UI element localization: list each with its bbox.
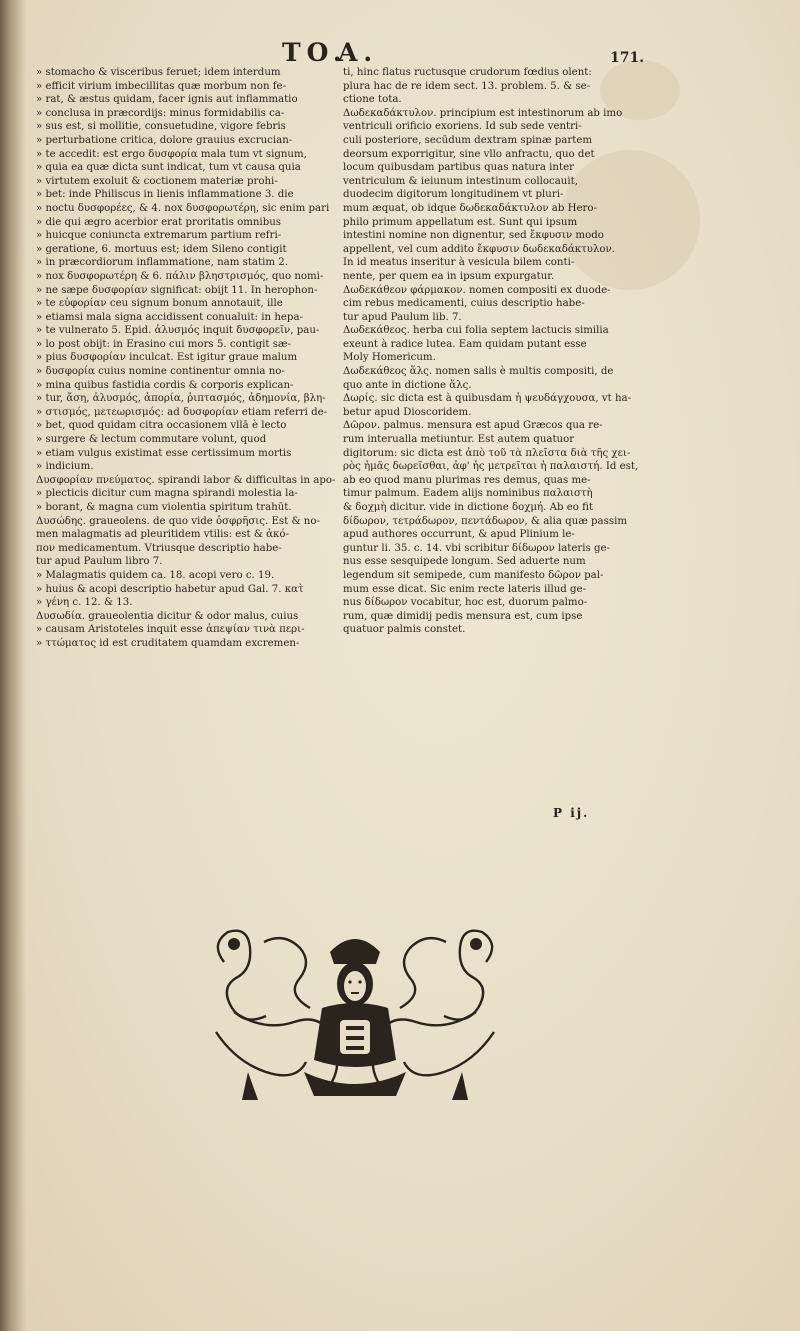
text-line: » bet, quod quidam citra occasionem vllā è lecto (36, 420, 287, 432)
signature-mark: P ij. (553, 806, 590, 820)
text-line: culi posteriore, secūdum dextram spinæ partem (343, 134, 593, 146)
text-line: rum, quæ dimidij pedis mensura est, cum ipse (343, 610, 583, 622)
text-line: » Malagmatis quidem ca. 18. acopi vero c. 19. (36, 569, 275, 581)
text-line: » δυσφορία cuius nomine continentur omnia no- (36, 366, 285, 378)
text-line: » causam Aristoteles inquit esse ἀπεψίαν τινὰ περι- (36, 624, 305, 636)
text-line: δίδωρον, τετράδωρον, πεντάδωρον, & alia quæ passim (343, 515, 628, 527)
text-line: Δυσώδης. graueolens. de quo vide ὀσφρῆσις. Est & no- (36, 515, 320, 527)
text-line: » virtutem exoluit & coctionem materiæ prohi- (36, 175, 278, 187)
text-line: » perturbatione critica, dolore grauius excrucian- (36, 134, 293, 146)
text-line: » stomacho & visceribus feruet; idem interdum (36, 67, 281, 78)
left-column (36, 66, 336, 651)
text-line: tur apud Paulum libro 7. (36, 556, 163, 568)
text-line: Δωρίς. sic dicta est à quibusdam ἡ ψευδάγχουσα, vt ha- (343, 393, 632, 405)
text-line: nente, per quem ea in ipsum expurgatur. (343, 270, 555, 282)
text-line: cim rebus medicamenti, cuius descriptio habe- (343, 298, 585, 310)
text-line: Δωδεκαδάκτυλον. principium est intestinorum ab imo (343, 107, 623, 119)
right-column (343, 66, 661, 637)
text-line: men malagmatis ad pleuritidem vtilis: est & ἀκό- (36, 529, 290, 541)
text-line: » te vulnerato 5. Epid. ἀλυσμός inquit δυσφορεῖν, pau- (36, 325, 320, 337)
text-line: Δυσωδία. graueolentia dicitur & odor malus, cuius (36, 610, 299, 622)
text-line: » die qui ægro acerbior erat proritatis omnibus (36, 216, 282, 228)
text-line: nus esse sesquipede longum. Sed aduerte num (343, 556, 586, 568)
binding-gutter (0, 0, 26, 1331)
text-line: Δωδεκάθεος ἅλς. nomen salis è multis compositi, de (343, 366, 614, 378)
text-line: ρὸς ἡμᾶς δωρεῖσθαι, ἀφ' ἧς μετρεῖται ἡ παλαιστή. Id est, (343, 461, 639, 473)
text-line: » στισμός, μετεωρισμός: ad δυσφορίαν etiam referri de- (36, 406, 328, 418)
text-line: locum quibusdam partibus quas natura inter (343, 162, 574, 174)
text-line: » te accedit: est ergo δυσφορία mala tum vt signum, (36, 148, 307, 160)
text-line: mum esse dicat. Sic enim recte lateris illud ge- (343, 583, 587, 595)
text-line: » te εὐφορίαν ceu signum bonum annotauit, ille (36, 298, 283, 310)
text-line: » etiam vulgus existimat esse certissimum mortis (36, 447, 292, 459)
text-line: » huius & acopi descriptio habetur apud Gal. 7. κατ̀ (36, 583, 304, 595)
text-line: » surgere & lectum commutare volunt, quod (36, 434, 267, 446)
text-line: & δοχμὴ dicitur. vide in dictione δοχμή. Ab eo fit (343, 502, 594, 513)
text-line: ti, hinc flatus ructusque crudorum fœdius olent: (343, 67, 592, 78)
text-line: guntur li. 35. c. 14. vbi scribitur δίδωρον lateris ge- (343, 542, 611, 554)
text-line: » lo post obijt: in Erasino cui mors 5. contigit sæ- (36, 338, 291, 350)
text-line: rum interualla metiuntur. Est autem quatuor (343, 434, 575, 446)
text-line: Δῶρον. palmus. mensura est apud Græcos qua re- (343, 420, 603, 432)
text-line: deorsum exporrigitur, sine vllo anfractu, quo det (343, 148, 595, 160)
text-line: duodecim digitorum longitudinem vt pluri- (343, 189, 564, 201)
text-line: Moly Homericum. (343, 352, 436, 364)
text-line: » borant, & magna cum violentia spiritum trahūt. (36, 502, 292, 513)
text-line: » ττώματος id est cruditatem quamdam excremen- (36, 637, 300, 649)
text-line: ventriculum & ieiunum intestinum collocauit, (343, 175, 578, 187)
folio-number: 171. (610, 50, 645, 66)
text-line: tur apud Paulum lib. 7. (343, 311, 462, 323)
text-line: » bet: inde Philiscus in lienis inflammatione 3. die (36, 189, 294, 201)
text-line: betur apud Dioscoridem. (343, 406, 472, 418)
text-line: » sus est, si mollitie, consuetudine, vigore febris (36, 121, 286, 133)
text-line: » mina quibus fastidia cordis & corporis explican- (36, 379, 294, 391)
woodcut-ornament (204, 922, 506, 1102)
text-line: πον medicamentum. Vtriusque descriptio habe- (36, 542, 282, 554)
text-line: » indicium. (36, 461, 94, 473)
text-line: exeunt à radice lutea. Eam quidam putant esse (343, 338, 587, 350)
text-line: apud authores occurrunt, & apud Plinium le- (343, 529, 575, 541)
text-line: » efficit virium imbecillitas quæ morbum non fe- (36, 80, 287, 92)
text-line: » tur, ἄση, ἀλυσμός, ἀπορία, ῥιπτασμός, ἀδημονία, βλη- (36, 393, 326, 405)
text-line: In id meatus inseritur à vesicula bilem conti- (343, 257, 575, 269)
text-line: Δωδεκάθεος. herba cui folia septem lactucis similia (343, 325, 609, 337)
text-line: digitorum: sic dicta est ἀπὸ τοῦ τὰ πλεῖστα διὰ τῆς χει- (343, 447, 631, 459)
text-line: » in præcordiorum inflammatione, nam statim 2. (36, 257, 288, 269)
text-line: » etiamsi mala signa accidissent conualuit: in hepa- (36, 311, 303, 323)
text-line: intestini nomine non dignentur, sed ἔκφυσιν modo (343, 230, 604, 242)
text-line: quo ante in dictione ἅλς. (343, 379, 472, 391)
text-line: » quia ea quæ dicta sunt indicat, tum vt causa quia (36, 162, 301, 174)
text-line: Δυσφορίαν πνεύματος. spirandi labor & difficultas in apo- (36, 474, 336, 486)
text-line: » plecticis dicitur cum magna spirandi molestia la- (36, 488, 298, 500)
running-header-right: A. (338, 38, 379, 67)
text-line: » conclusa in præcordijs: minus formidabilis ca- (36, 107, 285, 119)
text-line: » ne sæpe δυσφορίαν significat: obijt 11. In herophon- (36, 284, 318, 296)
text-line: philo primum appellatum est. Sunt qui ipsum (343, 216, 578, 228)
text-line: Δωδεκάθεον φάρμακον. nomen compositi ex duode- (343, 284, 611, 296)
text-line: » nox δυσφορωτέρη & 6. πάλιν βληστρισμός, quo nomi- (36, 270, 324, 282)
text-line: quatuor palmis constet. (343, 624, 466, 636)
text-line: ctione tota. (343, 94, 402, 106)
text-line: ab eo quod manu plurimas res demus, quas me- (343, 474, 591, 486)
text-line: ventriculi orificio exoriens. Id sub sede ventri- (343, 121, 582, 133)
text-line: mum æquat, ob idque δωδεκαδάκτυλον ab Hero- (343, 202, 597, 214)
running-header-left: TO. (282, 38, 348, 67)
text-line: plura hac de re idem sect. 13. problem. 5. & se- (343, 80, 591, 92)
text-line: » huicque coniuncta extremarum partium refri- (36, 230, 282, 242)
text-line: appellent, vel cum addito ἔκφυσιν δωδεκαδάκτυλον. (343, 243, 615, 255)
text-line: nus δίδωρον vocabitur, hoc est, duorum palmo- (343, 597, 588, 609)
text-line: legendum sit semipede, cum manifesto δῶρον pal- (343, 569, 604, 581)
text-line: » rat, & æstus quidam, facer ignis aut inflammatio (36, 94, 298, 106)
text-line: » γένη c. 12. & 13. (36, 597, 133, 609)
text-line: » pius δυσφορίαν inculcat. Est igitur graue malum (36, 352, 298, 364)
text-line: » geratione, 6. mortuus est; idem Sileno contigit (36, 243, 287, 255)
text-line: timur palmum. Eadem alijs nominibus παλαιστὴ (343, 488, 593, 500)
text-line: » noctu δυσφορέες, & 4. nox δυσφορωτέρη, sic enim pari (36, 202, 330, 214)
